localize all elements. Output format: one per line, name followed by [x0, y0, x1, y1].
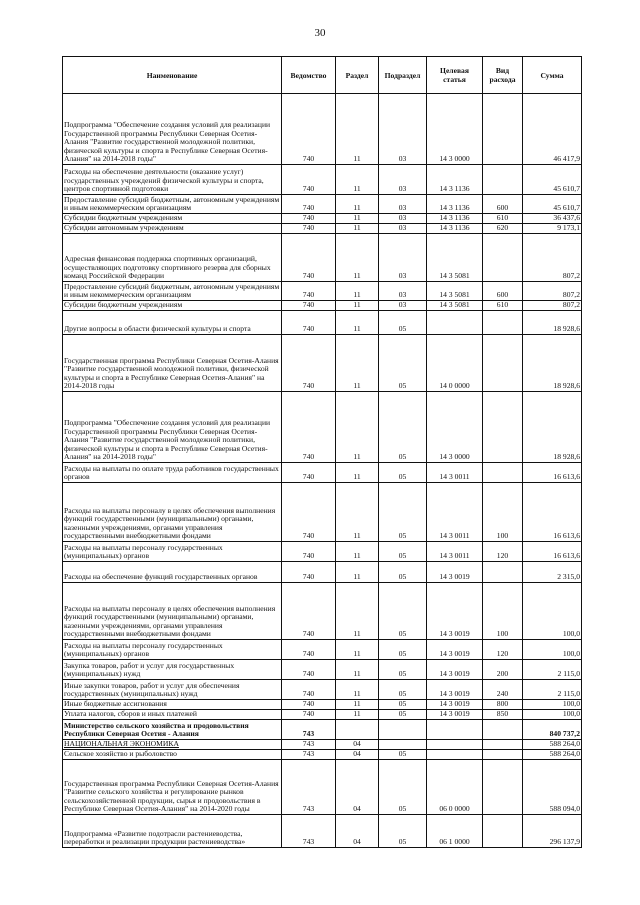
- cell-subsection: 05: [379, 583, 427, 640]
- cell-target: 14 3 1136: [427, 195, 483, 214]
- cell-section: 11: [336, 710, 379, 720]
- table-row: [63, 740, 582, 750]
- cell-section: 11: [336, 224, 379, 234]
- cell-target: 14 3 5081: [427, 282, 483, 301]
- table-row: [63, 640, 582, 660]
- table-row: [63, 680, 582, 700]
- row-name-text: НАЦИОНАЛЬНАЯ ЭКОНОМИКА: [64, 739, 179, 749]
- row-name-text: Предоставление субсидий бюджетным, автономным учреждениям и иным некоммерческим организациям: [64, 281, 280, 300]
- cell-subsection: 05: [379, 710, 427, 720]
- cell-target: 14 3 5081: [427, 234, 483, 282]
- cell-dept: 740: [282, 282, 336, 301]
- table-row: [63, 562, 582, 583]
- row-name-text: Адресная финансовая поддержка спортивных организаций, осуществляющих подготовку спортивного резерва для сборных команд Российской Федерации: [64, 254, 271, 281]
- cell-sum: 296 137,9: [523, 815, 582, 848]
- cell-sum: 588 264,0: [523, 750, 582, 760]
- cell-exp-type: [483, 740, 523, 750]
- table-row: [63, 463, 582, 483]
- cell-subsection: 05: [379, 562, 427, 583]
- cell-target: 14 3 1136: [427, 165, 483, 195]
- cell-section: 11: [336, 463, 379, 483]
- cell-name: [63, 463, 282, 483]
- table-body: [63, 94, 582, 848]
- row-name-text: Государственная программа Республики Северная Осетия-Алания "Развитие сельского хозяйства и регулирование рынков сельскохозяйственной продукции, сырья и продовольствия в Республике Северная Осетия-Алания" на 2014-2020 годы: [64, 778, 279, 814]
- cell-sum: 840 737,2: [523, 720, 582, 740]
- cell-target: 06 0 0000: [427, 760, 483, 815]
- cell-name: [63, 335, 282, 392]
- cell-sum: 18 928,6: [523, 392, 582, 463]
- cell-name: [63, 710, 282, 720]
- header-exp-type: Вид расхода: [483, 57, 523, 94]
- table-row: [63, 750, 582, 760]
- row-name-text: Расходы на выплаты персоналу государственных (муниципальных) органов: [64, 640, 223, 659]
- cell-name: [63, 583, 282, 640]
- cell-target: 14 3 1136: [427, 224, 483, 234]
- header-sum: Сумма: [523, 57, 582, 94]
- cell-section: [336, 720, 379, 740]
- cell-dept: 740: [282, 94, 336, 165]
- cell-exp-type: 240: [483, 680, 523, 700]
- cell-name: [63, 311, 282, 335]
- cell-subsection: 05: [379, 815, 427, 848]
- cell-section: 04: [336, 760, 379, 815]
- cell-section: 11: [336, 680, 379, 700]
- cell-target: 14 3 0019: [427, 710, 483, 720]
- cell-exp-type: 100: [483, 583, 523, 640]
- cell-subsection: 05: [379, 311, 427, 335]
- row-name-text: Расходы на выплаты персоналу в целях обеспечения выполнения функций государственными (муниципальными) органами, казенными учреждениями, органами управления государственными внебюджетными фондами: [64, 603, 276, 639]
- cell-name: [63, 720, 282, 740]
- cell-name: [63, 94, 282, 165]
- cell-exp-type: [483, 165, 523, 195]
- row-name-text: Субсидии автономным учреждениям: [64, 223, 184, 233]
- cell-target: 14 3 0019: [427, 562, 483, 583]
- cell-dept: 740: [282, 214, 336, 224]
- cell-subsection: 05: [379, 463, 427, 483]
- row-name-text: Иные закупки товаров, работ и услуг для обеспечения государственных (муниципальных) нужд: [64, 680, 240, 699]
- cell-exp-type: 100: [483, 483, 523, 542]
- header-subsection: Подраздел: [379, 57, 427, 94]
- cell-target: 14 3 0000: [427, 392, 483, 463]
- cell-dept: 740: [282, 710, 336, 720]
- cell-target: 14 3 0019: [427, 680, 483, 700]
- cell-target: 14 3 0011: [427, 542, 483, 562]
- table-row: [63, 720, 582, 740]
- table-row: [63, 660, 582, 680]
- cell-subsection: 05: [379, 483, 427, 542]
- cell-name: [63, 740, 282, 750]
- cell-dept: 740: [282, 234, 336, 282]
- cell-sum: 2 115,0: [523, 680, 582, 700]
- row-name-text: Государственная программа Республики Северная Осетия-Алания "Развитие государственной молодежной политики, физической культуры и спорта в Республике Северная Осетия-Алания" на 2014-2018 годы: [64, 355, 279, 391]
- cell-name: [63, 815, 282, 848]
- cell-exp-type: 610: [483, 301, 523, 311]
- cell-dept: 740: [282, 392, 336, 463]
- table-row: [63, 234, 582, 282]
- header-section: Раздел: [336, 57, 379, 94]
- cell-name: [63, 234, 282, 282]
- cell-target: 14 3 1136: [427, 214, 483, 224]
- cell-name: [63, 660, 282, 680]
- cell-section: 11: [336, 94, 379, 165]
- cell-exp-type: 610: [483, 214, 523, 224]
- cell-exp-type: [483, 94, 523, 165]
- header-name: Наименование: [63, 57, 282, 94]
- cell-sum: 18 928,6: [523, 335, 582, 392]
- cell-name: [63, 760, 282, 815]
- header-target: Целевая статья: [427, 57, 483, 94]
- cell-subsection: 05: [379, 660, 427, 680]
- cell-section: 11: [336, 583, 379, 640]
- cell-name: [63, 542, 282, 562]
- page-number: 30: [314, 27, 326, 39]
- table-row: [63, 195, 582, 214]
- cell-dept: 740: [282, 335, 336, 392]
- cell-dept: 743: [282, 720, 336, 740]
- cell-name: [63, 483, 282, 542]
- row-name-text: Иные бюджетные ассигнования: [64, 699, 167, 709]
- table-row: [63, 311, 582, 335]
- cell-dept: 740: [282, 311, 336, 335]
- cell-dept: 740: [282, 542, 336, 562]
- cell-section: 11: [336, 214, 379, 224]
- table-row: [63, 542, 582, 562]
- cell-target: 14 3 0011: [427, 483, 483, 542]
- table-row: [63, 392, 582, 463]
- cell-sum: 9 173,1: [523, 224, 582, 234]
- cell-exp-type: [483, 750, 523, 760]
- cell-subsection: 05: [379, 750, 427, 760]
- cell-sum: 100,0: [523, 710, 582, 720]
- table-row: [63, 165, 582, 195]
- cell-name: [63, 214, 282, 224]
- table-row: [63, 94, 582, 165]
- row-name-text: Подпрограмма "Обеспечение создания условий для реализации Государственной программы Республики Северная Осетия-Алания "Развитие государственной молодежной политики, физической культуры и спорта в Республике Северная Осетия-Алания" на 2014-2018 годы": [64, 120, 271, 164]
- cell-section: 11: [336, 392, 379, 463]
- cell-sum: 100,0: [523, 583, 582, 640]
- cell-section: 11: [336, 195, 379, 214]
- cell-target: 14 3 0019: [427, 640, 483, 660]
- table-row: [63, 214, 582, 224]
- cell-dept: 740: [282, 195, 336, 214]
- cell-dept: 743: [282, 740, 336, 750]
- row-name-text: Министерство сельского хозяйства и продовольствия Республики Северная Осетия - Алания: [64, 720, 249, 739]
- table-row: [63, 282, 582, 301]
- header-row: [63, 57, 582, 94]
- cell-name: [63, 195, 282, 214]
- cell-exp-type: 620: [483, 224, 523, 234]
- cell-section: 11: [336, 282, 379, 301]
- cell-section: 11: [336, 165, 379, 195]
- row-name-text: Расходы на выплаты по оплате труда работников государственных органов: [64, 463, 279, 482]
- cell-sum: 100,0: [523, 700, 582, 710]
- table-row: [63, 760, 582, 815]
- cell-subsection: 03: [379, 224, 427, 234]
- cell-dept: 740: [282, 301, 336, 311]
- cell-sum: 16 613,6: [523, 483, 582, 542]
- cell-section: 11: [336, 542, 379, 562]
- cell-dept: 743: [282, 815, 336, 848]
- cell-subsection: 03: [379, 195, 427, 214]
- cell-subsection: 03: [379, 165, 427, 195]
- table-row: [63, 700, 582, 710]
- table-row: [63, 301, 582, 311]
- cell-target: 14 3 5081: [427, 301, 483, 311]
- cell-exp-type: 600: [483, 282, 523, 301]
- cell-sum: 100,0: [523, 640, 582, 660]
- cell-sum: 45 610,7: [523, 195, 582, 214]
- row-name-text: Субсидии бюджетным учреждениям: [64, 300, 183, 310]
- cell-target: 14 3 0019: [427, 660, 483, 680]
- cell-subsection: 03: [379, 282, 427, 301]
- cell-exp-type: [483, 720, 523, 740]
- cell-sum: 2 315,0: [523, 562, 582, 583]
- cell-exp-type: [483, 234, 523, 282]
- cell-sum: 16 613,6: [523, 463, 582, 483]
- cell-dept: 740: [282, 483, 336, 542]
- cell-exp-type: [483, 760, 523, 815]
- cell-sum: 807,2: [523, 234, 582, 282]
- cell-exp-type: [483, 392, 523, 463]
- row-name-text: Другие вопросы в области физической культуры и спорта: [64, 324, 251, 334]
- cell-dept: 743: [282, 760, 336, 815]
- cell-section: 04: [336, 750, 379, 760]
- cell-subsection: 05: [379, 542, 427, 562]
- cell-name: [63, 224, 282, 234]
- cell-name: [63, 282, 282, 301]
- cell-exp-type: [483, 335, 523, 392]
- table-row: [63, 335, 582, 392]
- cell-sum: 45 610,7: [523, 165, 582, 195]
- cell-exp-type: 800: [483, 700, 523, 710]
- table-row: [63, 815, 582, 848]
- cell-sum: 36 437,6: [523, 214, 582, 224]
- cell-section: 11: [336, 301, 379, 311]
- cell-section: 11: [336, 562, 379, 583]
- cell-name: [63, 750, 282, 760]
- cell-section: 04: [336, 740, 379, 750]
- cell-target: [427, 311, 483, 335]
- cell-exp-type: 120: [483, 542, 523, 562]
- cell-name: [63, 165, 282, 195]
- cell-exp-type: 200: [483, 660, 523, 680]
- cell-section: 11: [336, 700, 379, 710]
- row-name-text: Расходы на обеспечение функций государственных органов: [64, 572, 258, 582]
- row-name-text: Расходы на обеспечение деятельности (оказание услуг) государственных учреждений физической культуры и спорта, центров спортивной подготовки: [64, 167, 264, 194]
- cell-subsection: 05: [379, 760, 427, 815]
- cell-sum: 807,2: [523, 301, 582, 311]
- cell-target: [427, 740, 483, 750]
- cell-subsection: [379, 740, 427, 750]
- cell-target: [427, 750, 483, 760]
- table-row: [63, 583, 582, 640]
- table-row: [63, 224, 582, 234]
- cell-subsection: 05: [379, 700, 427, 710]
- cell-sum: 588 094,0: [523, 760, 582, 815]
- row-name-text: Сельское хозяйство и рыболовство: [64, 749, 177, 759]
- cell-dept: 740: [282, 165, 336, 195]
- cell-dept: 740: [282, 463, 336, 483]
- cell-dept: 740: [282, 640, 336, 660]
- cell-exp-type: 120: [483, 640, 523, 660]
- cell-dept: 740: [282, 660, 336, 680]
- cell-exp-type: [483, 815, 523, 848]
- cell-exp-type: [483, 562, 523, 583]
- cell-section: 11: [336, 640, 379, 660]
- cell-sum: 18 928,6: [523, 311, 582, 335]
- cell-dept: 740: [282, 680, 336, 700]
- cell-name: [63, 640, 282, 660]
- cell-name: [63, 700, 282, 710]
- cell-subsection: 05: [379, 680, 427, 700]
- cell-subsection: 05: [379, 392, 427, 463]
- cell-subsection: 05: [379, 335, 427, 392]
- cell-target: 14 3 0011: [427, 463, 483, 483]
- row-name-text: Субсидии бюджетным учреждениям: [64, 213, 183, 223]
- cell-section: 11: [336, 335, 379, 392]
- cell-sum: 16 613,6: [523, 542, 582, 562]
- cell-target: 14 3 0019: [427, 583, 483, 640]
- table-row: [63, 483, 582, 542]
- row-name-text: Закупка товаров, работ и услуг для государственных (муниципальных) нужд: [64, 660, 235, 679]
- cell-subsection: 03: [379, 94, 427, 165]
- table-row: [63, 710, 582, 720]
- cell-target: [427, 720, 483, 740]
- cell-subsection: 05: [379, 640, 427, 660]
- cell-section: 11: [336, 311, 379, 335]
- cell-target: 14 3 0019: [427, 700, 483, 710]
- cell-dept: 740: [282, 583, 336, 640]
- row-name-text: Подпрограмма "Обеспечение создания условий для реализации Государственной программы Республики Северная Осетия-Алания "Развитие государственной молодежной политики, физической культуры и спорта в Республике Северная Осетия-Алания" на 2014-2018 годы": [64, 418, 271, 462]
- cell-exp-type: 600: [483, 195, 523, 214]
- cell-exp-type: 850: [483, 710, 523, 720]
- cell-sum: 807,2: [523, 282, 582, 301]
- cell-dept: 743: [282, 750, 336, 760]
- row-name-text: Расходы на выплаты персоналу государственных (муниципальных) органов: [64, 542, 223, 561]
- cell-subsection: [379, 720, 427, 740]
- cell-dept: 740: [282, 562, 336, 583]
- cell-dept: 740: [282, 700, 336, 710]
- cell-subsection: 03: [379, 234, 427, 282]
- cell-sum: 2 115,0: [523, 660, 582, 680]
- cell-target: 06 1 0000: [427, 815, 483, 848]
- cell-target: 14 0 0000: [427, 335, 483, 392]
- cell-target: 14 3 0000: [427, 94, 483, 165]
- cell-section: 11: [336, 483, 379, 542]
- row-name-text: Подпрограмма «Развитие подотрасли растениеводства, переработки и реализации продукции растениеводства»: [64, 828, 246, 847]
- cell-exp-type: [483, 463, 523, 483]
- row-name-text: Предоставление субсидий бюджетным, автономным учреждениям и иным некоммерческим организациям: [64, 194, 280, 213]
- row-name-text: Уплата налогов, сборов и иных платежей: [64, 709, 197, 719]
- cell-name: [63, 301, 282, 311]
- cell-section: 04: [336, 815, 379, 848]
- cell-dept: 740: [282, 224, 336, 234]
- cell-sum: 46 417,9: [523, 94, 582, 165]
- header-dept: Ведомство: [282, 57, 336, 94]
- cell-section: 11: [336, 234, 379, 282]
- cell-section: 11: [336, 660, 379, 680]
- budget-table: [62, 56, 582, 848]
- cell-sum: 588 264,0: [523, 740, 582, 750]
- cell-name: [63, 680, 282, 700]
- row-name-text: Расходы на выплаты персоналу в целях обеспечения выполнения функций государственными (муниципальными) органами, казенными учреждениями, органами управления государственными внебюджетными фондами: [64, 505, 276, 541]
- cell-name: [63, 562, 282, 583]
- cell-subsection: 03: [379, 214, 427, 224]
- cell-exp-type: [483, 311, 523, 335]
- cell-subsection: 03: [379, 301, 427, 311]
- cell-name: [63, 392, 282, 463]
